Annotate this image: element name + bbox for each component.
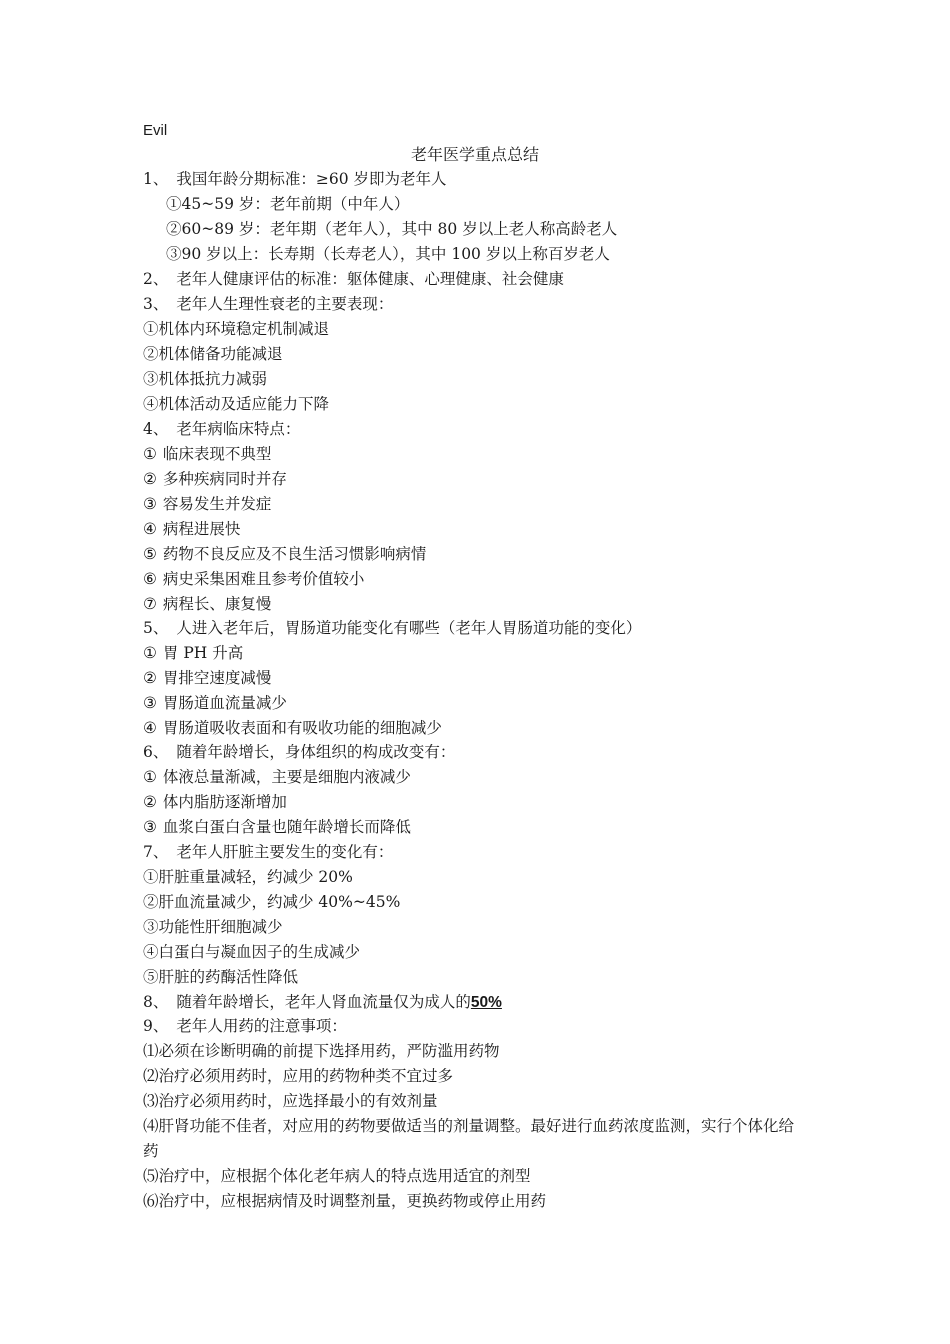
item-marker: ② (143, 793, 157, 811)
item-text: 病史采集困难且参考价值较小 (162, 570, 365, 588)
section-number: 8、 (143, 993, 169, 1011)
item-text: 病程进展快 (162, 520, 241, 538)
section-5-heading (143, 616, 641, 641)
section-text: 老年人用药的注意事项： (176, 1017, 347, 1035)
section-number: 1、 (143, 170, 169, 188)
list-item (143, 641, 243, 666)
list-item (143, 592, 271, 617)
item-text: 胃 PH 升高 (162, 644, 244, 662)
item-text: 药物不良反应及不良生活习惯影响病情 (162, 545, 427, 563)
list-item: ①45~59 岁：老年前期（中年人） (166, 195, 410, 213)
list-item: ⑴必须在诊断明确的前提下选择用药，严防滥用药物 (143, 1042, 500, 1060)
list-item (143, 790, 287, 815)
section-3-heading (143, 292, 393, 317)
list-item: ①机体内环境稳定机制减退 (143, 320, 330, 338)
section-number: 7、 (143, 843, 169, 861)
list-item: ③90 岁以上：长寿期（长寿老人），其中 100 岁以上称百岁老人 (166, 245, 610, 263)
list-item: ②机体储备功能减退 (143, 345, 283, 363)
list-item (143, 442, 271, 467)
section-text: 老年人生理性衰老的主要表现： (176, 295, 394, 313)
list-item: ④机体活动及适应能力下降 (143, 395, 330, 413)
item-marker: ⑦ (143, 595, 157, 613)
item-marker: ① (143, 445, 157, 463)
section-text: 我国年龄分期标准：≥60 岁即为老年人 (176, 170, 447, 188)
list-item: ⑷肝肾功能不佳者，对应用的药物要做适当的剂量调整。最好进行血药浓度监测，实行个体化给药 (143, 1117, 795, 1160)
item-text: 胃排空速度减慢 (162, 669, 272, 687)
item-marker: ① (143, 768, 157, 786)
section-8-heading (143, 990, 502, 1015)
item-text: 血浆白蛋白含量也随年龄增长而降低 (162, 818, 411, 836)
document-title: 老年医学重点总结 (410, 145, 539, 164)
item-marker: ⑥ (143, 570, 157, 588)
section-4-heading (143, 417, 300, 442)
section-text: 随着年龄增长，老年人肾血流量仅为成人的 (176, 993, 471, 1011)
list-item (143, 691, 287, 716)
list-item (143, 716, 442, 741)
item-marker: ④ (143, 719, 157, 737)
list-item (143, 815, 411, 840)
author-label: Evil (143, 122, 168, 139)
item-marker: ③ (143, 495, 157, 513)
section-number: 9、 (143, 1017, 169, 1035)
section-9-heading (143, 1014, 347, 1039)
item-marker: ① (143, 644, 157, 662)
item-text: 病程长、康复慢 (162, 595, 272, 613)
section-number: 3、 (143, 295, 169, 313)
list-item (143, 467, 287, 492)
item-text: 体液总量渐减，主要是细胞内液减少 (162, 768, 411, 786)
list-item: ⑸治疗中，应根据个体化老年病人的特点选用适宜的剂型 (143, 1167, 531, 1185)
list-item: ③功能性肝细胞减少 (143, 918, 283, 936)
list-item (143, 567, 364, 592)
item-text: 胃肠道吸收表面和有吸收功能的细胞减少 (162, 719, 442, 737)
section-number: 4、 (143, 420, 169, 438)
section-number: 5、 (143, 619, 169, 637)
list-item: ⑹治疗中，应根据病情及时调整剂量，更换药物或停止用药 (143, 1192, 547, 1210)
section-text: 人进入老年后，胃肠道功能变化有哪些（老年人胃肠道功能的变化） (176, 619, 642, 637)
section-7-heading (143, 840, 393, 865)
section-number: 2、 (143, 270, 169, 288)
section-6-heading (143, 740, 455, 765)
list-item: ②肝血流量减少，约减少 40%~45% (143, 893, 401, 911)
highlight-value: 50% (470, 994, 502, 1011)
section-1-heading (143, 167, 447, 192)
item-text: 胃肠道血流量减少 (162, 694, 287, 712)
list-item (143, 542, 426, 567)
item-marker: ③ (143, 694, 157, 712)
item-marker: ④ (143, 520, 157, 538)
list-item (143, 666, 271, 691)
list-item (143, 517, 240, 542)
item-marker: ② (143, 669, 157, 687)
item-text: 容易发生并发症 (162, 495, 272, 513)
list-item (143, 765, 411, 790)
list-item: ③机体抵抗力减弱 (143, 370, 268, 388)
list-item: ②60~89 岁：老年期（老年人），其中 80 岁以上老人称高龄老人 (166, 220, 618, 238)
list-item: ④白蛋白与凝血因子的生成减少 (143, 943, 361, 961)
list-item: ⑤肝脏的药酶活性降低 (143, 968, 299, 986)
item-marker: ⑤ (143, 545, 157, 563)
section-text: 老年人肝脏主要发生的变化有： (176, 843, 394, 861)
item-marker: ② (143, 470, 157, 488)
section-text: 随着年龄增长，身体组织的构成改变有： (176, 743, 456, 761)
item-text: 多种疾病同时并存 (162, 470, 287, 488)
section-text: 老年病临床特点： (176, 420, 301, 438)
list-item: ⑶治疗必须用药时，应选择最小的有效剂量 (143, 1092, 438, 1110)
list-item: ①肝脏重量减轻，约减少 20% (143, 868, 353, 886)
section-number: 6、 (143, 743, 169, 761)
section-text: 老年人健康评估的标准：躯体健康、心理健康、社会健康 (176, 270, 564, 288)
list-item: ⑵治疗必须用药时，应用的药物种类不宜过多 (143, 1067, 454, 1085)
item-marker: ③ (143, 818, 157, 836)
list-item (143, 492, 271, 517)
item-text: 临床表现不典型 (162, 445, 272, 463)
section-2-heading (143, 267, 564, 292)
item-text: 体内脂肪逐渐增加 (162, 793, 287, 811)
